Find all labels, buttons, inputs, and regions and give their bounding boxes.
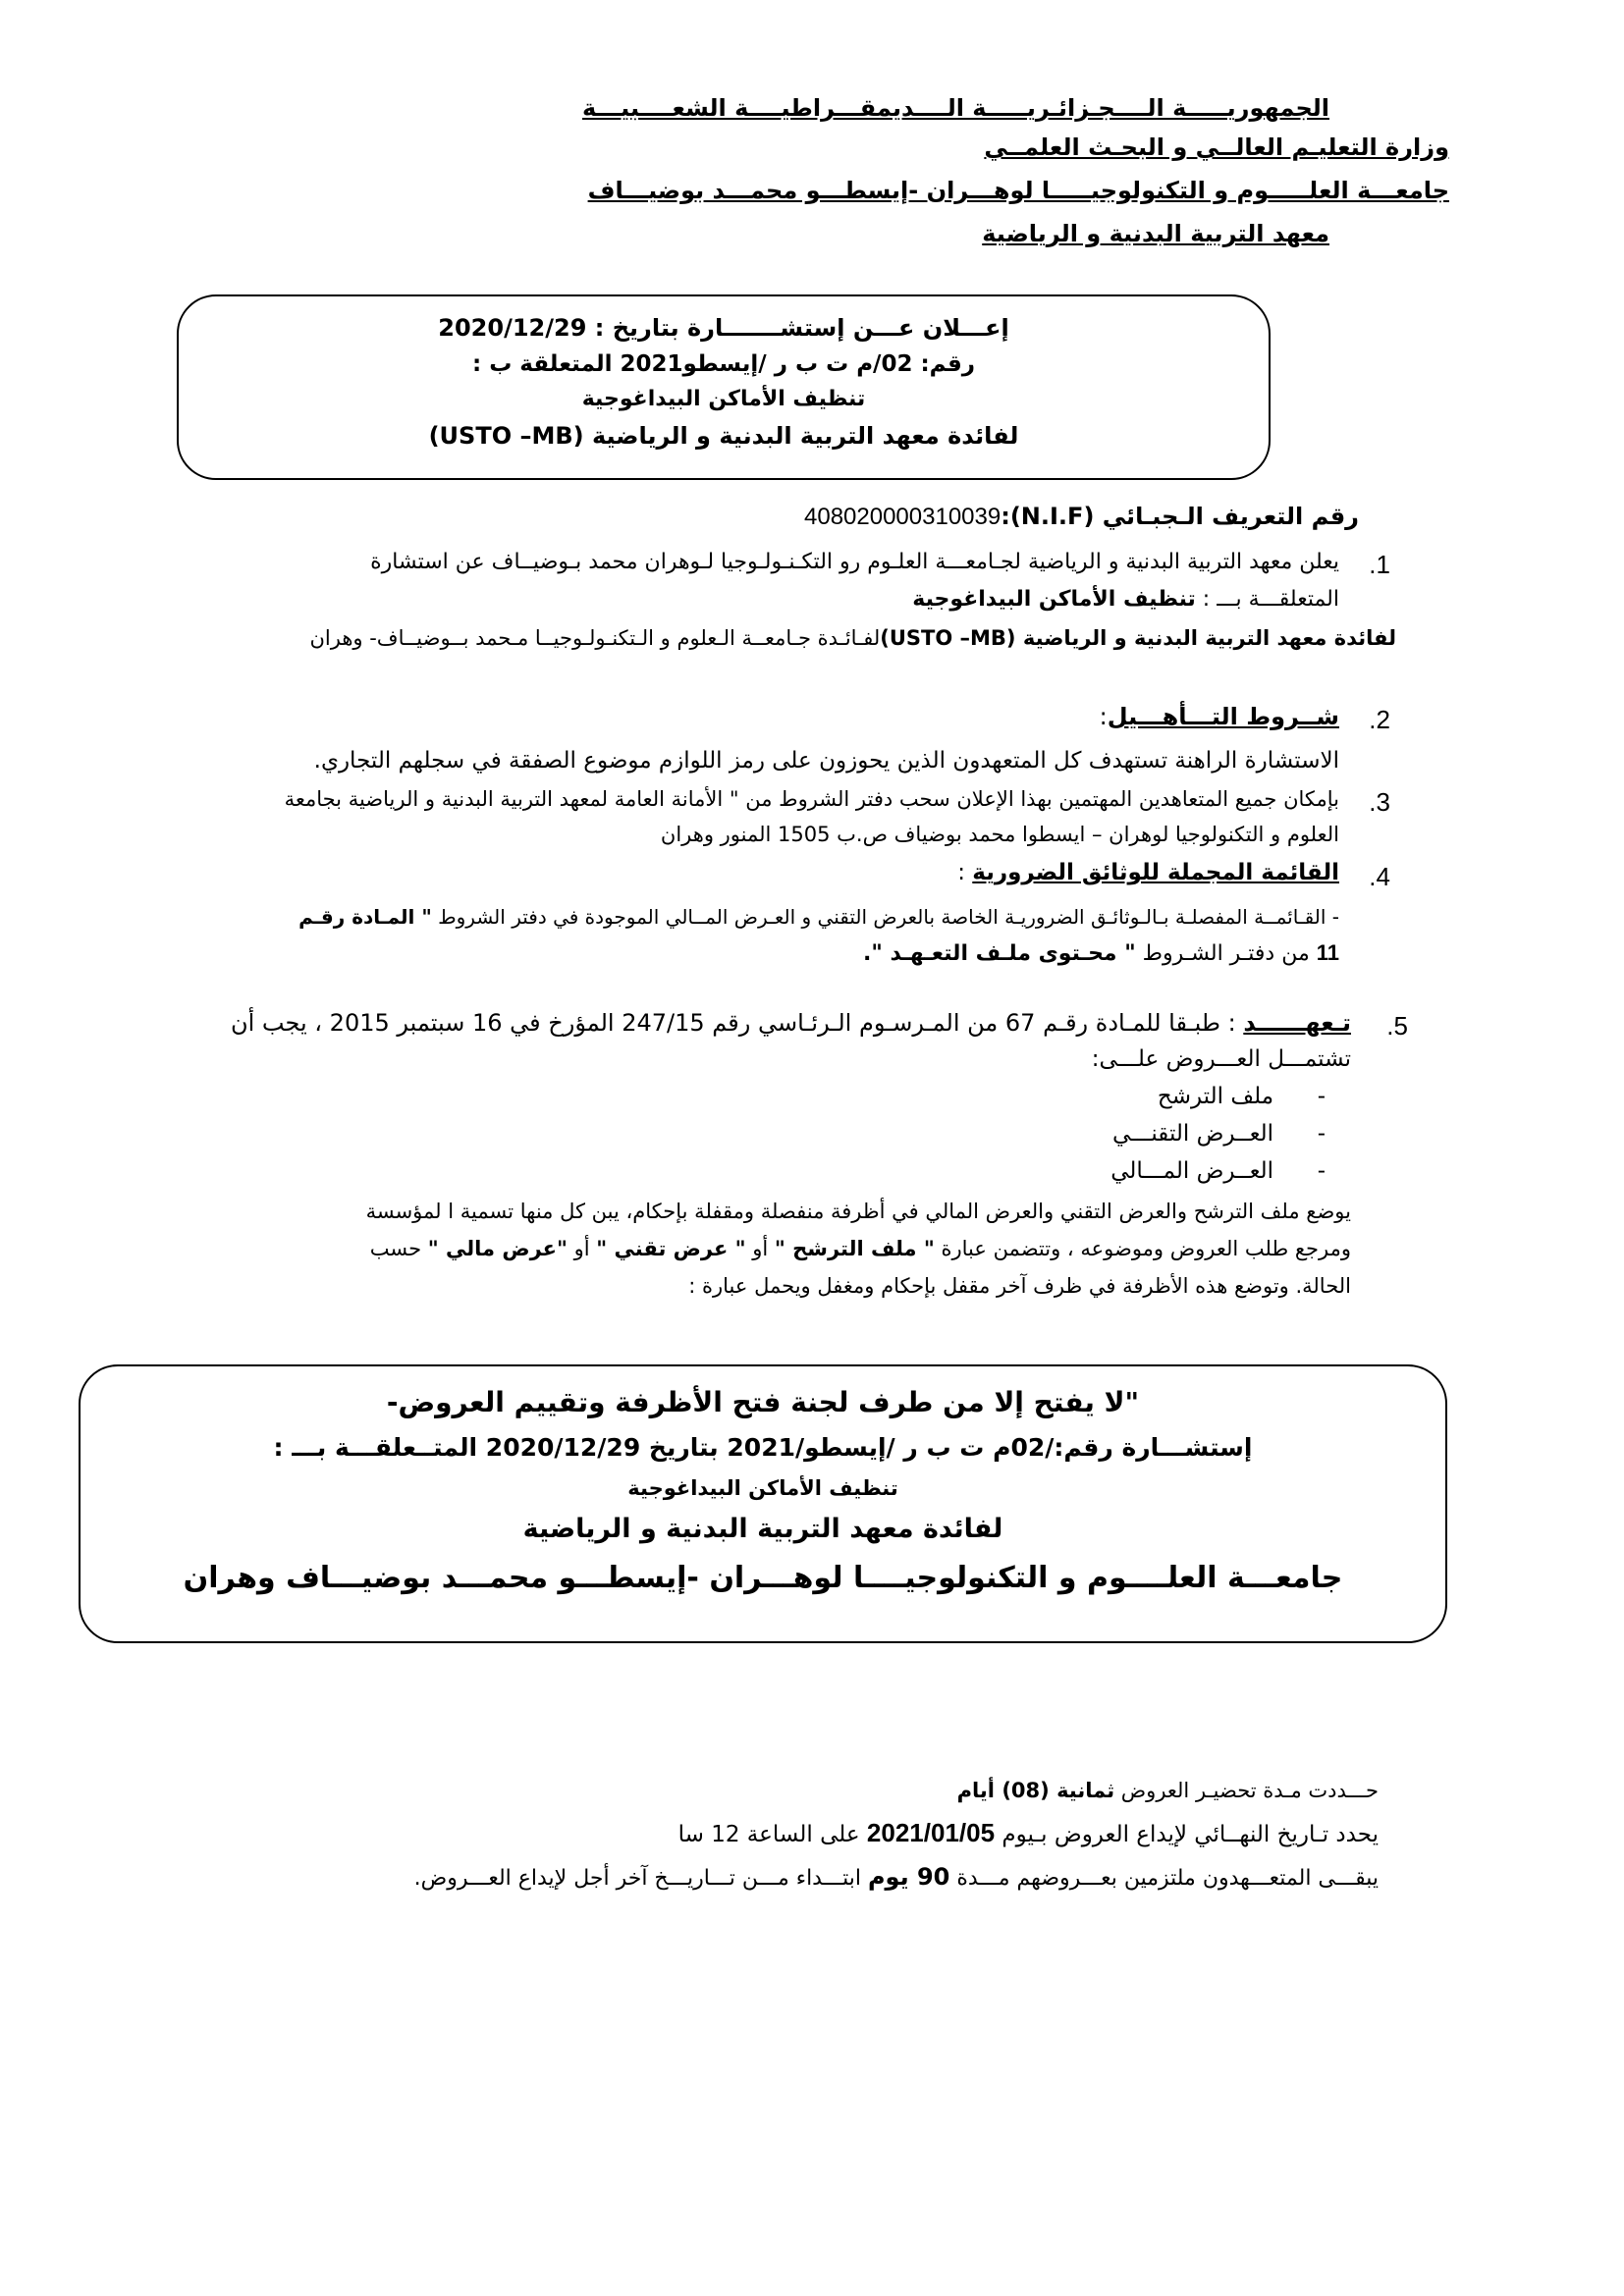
footer-text: يحدد تـاريخ النهــائي لإيداع العروض بـيوم — [995, 1822, 1379, 1847]
section-5-title: تـعهــــــد — [1243, 1009, 1351, 1037]
offer-item-bullet: - — [1317, 1084, 1326, 1109]
section-5-line-2: تشتمـــل العـــروض علـــى: — [1091, 1046, 1351, 1072]
section-1-number: 1. — [1369, 550, 1390, 579]
section-5-line-1 — [231, 1009, 1351, 1037]
section-5-number: 5. — [1386, 1011, 1408, 1041]
footer-deadline — [678, 1818, 1379, 1848]
label-financial-offer: "عرض مالي " — [427, 1237, 568, 1260]
offer-item — [1112, 1121, 1326, 1147]
label-candidacy-file: " ملف الترشح " — [774, 1237, 935, 1260]
envelope-beneficiary: لفائدة معهد التربية البدنية و الرياضية — [522, 1514, 1003, 1544]
section-4-heading — [957, 860, 1339, 885]
section-4-article-number: 11 — [1316, 940, 1339, 965]
section-2-number: 2. — [1369, 705, 1390, 734]
section-2-heading — [1100, 703, 1339, 730]
envelope-reference: إستشـــارة رقم:/02م ت ب ر /إيسطو/2021 بتاريخ 2020/12/29 المتــعلقـــة بـــ : — [273, 1433, 1253, 1462]
footer-text: يبقـــى المتعـــهدون ملتزمين بعـــروضهم مـــدة — [949, 1866, 1379, 1891]
announcement-subject: تنظيف الأماكن البيداغوجية — [581, 387, 866, 411]
section-3-line-1: بإمكان جميع المتعاهدين المهتمين بهذا الإعلان سحب دفتر الشروط من " الأمانة العامة لمعهد التربية البدنية و الرياضية بجامعة — [284, 787, 1339, 811]
nif-value: 408020000310039 — [804, 504, 1001, 530]
section-1-beneficiary: لفائدة معهد التربية البدنية و الرياضية (USTO –MB) — [880, 626, 1396, 650]
section-2-title: شــروط التـــأهـــيل — [1107, 703, 1339, 730]
section-1-line-2 — [912, 587, 1339, 612]
section-1-line-1: يعلن معهد التربية البدنية و الرياضية لجـامعـــة العلـوم رو التكـنـولـوجيا لـوهران محمد بـوضيــاف عن استشارة — [370, 550, 1339, 574]
section-5-paragraph-1: يوضع ملف الترشح والعرض التقني والعرض المالي في أظرفة منفصلة ومقفلة بإحكام، يبن كل منها تسمية ا لمؤسسة — [365, 1200, 1351, 1223]
section-5-paragraph-3: الحالة. وتوضع هذه الأظرفة في ظرف آخر مقفل بإحكام ومغفل ويحمل عبارة : — [688, 1274, 1351, 1298]
envelope-box — [79, 1364, 1447, 1643]
nif-line — [804, 503, 1359, 531]
section-4-colon: : — [957, 860, 973, 885]
offer-item-bullet: - — [1317, 1158, 1326, 1184]
header-university: جامعـــة العلـــــوم و التكنولوجيـــــا لوهـــران -إيسطـــو محمـــد بوضيـــاف — [587, 177, 1449, 204]
section-4-line-2 — [863, 940, 1339, 966]
section-4-article: " المـادة رقـم — [298, 905, 432, 929]
footer-text: على الساعة 12 سا — [677, 1822, 867, 1847]
offer-item — [1158, 1084, 1326, 1109]
announcement-box — [177, 294, 1271, 480]
section-4-title: القائمة المجملة للوثائق الضرورية — [972, 860, 1339, 885]
header-institute: معهد التربية البدنية و الرياضية — [982, 220, 1329, 247]
footer-text: ابتـــداء مـــن تـــاريـــخ آخر أجل لإيداع العـــروض. — [413, 1866, 868, 1891]
envelope-subject: تنظيف الأماكن البيداغوجية — [627, 1476, 898, 1500]
envelope-warning: "لا يفتح إلا من طرف لجنة فتح الأظرفة وتقييم العروض- — [386, 1386, 1140, 1418]
footer-text: حـــددت مـدة تحضيـر العروض — [1114, 1779, 1379, 1802]
section-2-colon: : — [1099, 703, 1108, 730]
footer-validity-days: 90 يوم — [867, 1863, 950, 1891]
section-1-line-2-prefix: المتعلقـــة بـــ : — [1195, 587, 1339, 612]
section-5-line-1-rest: : طبـقا للمـادة رقـم 67 من المـرسـوم الـرئـاسي رقم 247/15 المؤرخ في 16 سبتمبر 2015 ، يجب أن — [231, 1009, 1244, 1037]
label-technical-offer: " عرض تقني " — [596, 1237, 746, 1260]
header-ministry: وزارة التعليـم العالــي و البحـث العلمــي — [984, 133, 1449, 161]
footer-validity — [414, 1863, 1379, 1891]
offer-item-bullet: - — [1317, 1121, 1326, 1147]
nif-label: رقم التعريف الـجبـائي (N.I.F): — [1001, 503, 1359, 530]
section-5-paragraph-2 — [370, 1237, 1351, 1260]
section-4-number: 4. — [1369, 862, 1390, 891]
section-1-line-3 — [310, 626, 1397, 650]
offer-item-label: العــرض التقنـــي — [1111, 1121, 1274, 1147]
offer-item-label: العــرض المـــالي — [1110, 1158, 1274, 1184]
footer-deadline-date: 2021/01/05 — [866, 1818, 996, 1847]
envelope-university: جامعـــة العلــــوم و التكنولوجيــــا لوهـــران -إيسطـــو محمـــد بوضيـــاف وهران — [183, 1561, 1343, 1595]
announcement-reference: رقم: 02/م ت ب ر /إيسطو2021 المتعلقة ب : — [471, 351, 976, 377]
footer-preparation-period — [957, 1779, 1379, 1802]
section-1-line-3-rest: لفـائـدة جـامعــة الـعلوم و الـتكنـولـوجيــا مـحمد بــوضيــاف- وهران — [309, 626, 881, 650]
announcement-title: إعـــلان عـــن إستشـــــــارة بتاريخ : 2020/12/29 — [438, 314, 1009, 342]
announcement-beneficiary: لفائدة معهد التربية البدنية و الرياضية (USTO –MB) — [428, 422, 1019, 450]
section-4-line-1 — [298, 905, 1339, 929]
section-3-number: 3. — [1369, 787, 1390, 817]
section-4-line-1-text: - القـائمــة المفصلـة بـالـوثائـق الضروريـة الخاصة بالعرض التقني و العـرض المــالي الموجودة في دفتر الشروط — [431, 905, 1339, 929]
para-text: أو — [567, 1237, 597, 1260]
section-1-subject: تنظيف الأماكن البيداغوجية — [912, 587, 1196, 612]
header-republic: الجمهوريـــــة الــــجـزائـريـــــة الــــديمقـــراطيــــة الشعــــبيـــة — [581, 94, 1329, 122]
offer-item-label: ملف الترشح — [1157, 1084, 1274, 1109]
offer-item — [1110, 1158, 1326, 1184]
para-text: حسب — [369, 1237, 428, 1260]
footer-days: ثمانية (08) — [1001, 1779, 1115, 1802]
section-4-file-content: " محـتوى ملـف التعـهـد ". — [863, 941, 1136, 966]
section-3-line-2: العلوم و التكنولوجيا لوهران – ايسطوا محمد بوضياف ص.ب 1505 المنور وهران — [660, 823, 1339, 846]
section-2-text: الاستشارة الراهنة تستهدف كل المتعهدون الذين يحوزون على رمز اللوازم موضوع الصفقة في سجلهم التجاري. — [313, 748, 1339, 774]
footer-text: أيام — [956, 1779, 1002, 1802]
section-4-line-2-text: من دفتـر الشـروط — [1135, 941, 1317, 966]
para-text: أو — [745, 1237, 775, 1260]
para-text: ومرجع طلب العروض وموضوعه ، وتتضمن عبارة — [934, 1237, 1351, 1260]
